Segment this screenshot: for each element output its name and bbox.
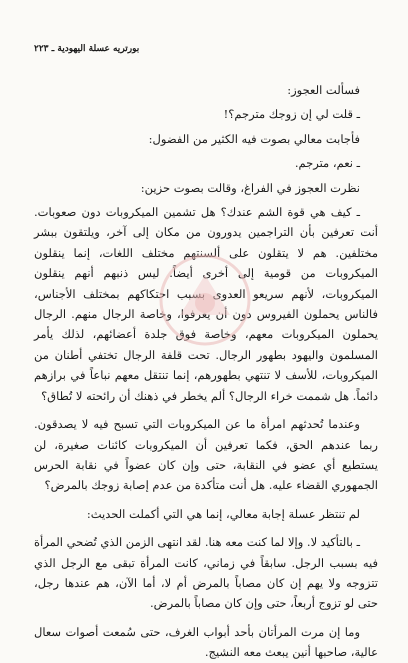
paragraph: ـ كيف هي قوة الشم عندك؟ هل تشمين الميكروبات دون صعوبات. أنت تعرفين بأن التراجمين يدورون من مكان إلى آخر، ويلتقون ببشر مختلفين. هم لا يتقلون على ألسنتهم مختلف اللغات، إنما ينقلون الميكروبات من قومية إلى أخرى أيضاً. ليس ذنبهم أنهم ينقلون الميكروبات، لأنهم سريعو العدوى بسبب احتكاكهم بمختلف الأجناس، فالناس يحملون الفيروس دون أن يعرفوا، وخاصة الرجال منهم. الرجال يحملون الميكروبات معهم، وخاصة فوق جلدة أعضائهم، لذلك يأمر المسلمون واليهود بطهور الرجال. تحت قلفة الرجال تختفي أطنان من الميكروبات، للأسف لا تنتهي بطهورهم، إنما تنتقل معهم نباعاً في برازهم دائماً. هل شممت خراء الرجال؟ ألم يخطر في ذهنك أن رائحته لا تُطاق؟ xyxy=(34,205,378,403)
paragraph: نظرت العجوز في الفراغ، وقالت بصوت حزين: xyxy=(140,180,360,195)
page-body xyxy=(34,80,378,663)
paragraph: وعندما تُحدثهم امرأة ما عن الميكروبات التي تسبح فيه لا يصدقون. ربما عندهم الحق، فكما تعرفين أن الميكروبات كائنات صغيرة، لن يستطيع أي عضو في النقابة، حتى وإن كان عضواً في نقابة الحرس الجمهوري القضاء عليه. هل أنت متأكدة من عدم إصابة زوجك بالمرض؟ xyxy=(34,417,378,493)
paragraph: فسألت العجوز: xyxy=(287,83,360,97)
running-header: بورتريه عسلة اليهودية ـ ٢٢٣ xyxy=(34,44,140,54)
paragraph: ـ قلت لي إن زوجك مترجم؟! xyxy=(223,107,360,122)
paragraph: ـ بالتأكيد لا. وإلا لما كنت معه هنا. لقد انتهى الزمن الذي تُضحي المرأة فيه بسبب الرجل. سابقاً في زماني، كانت المرأة تبقى مع الرجل الذي تتزوجه ولا يهم إن كان مصاباً بالمرض أم لا، أما الآن، هم عندها رجل، حتى لو تزوج أربعاً، حتى وإن كان مصاباً بالمرض. xyxy=(34,535,378,611)
paragraph: لم تنتظر عسلة إجابة معالي، إنما هي التي أكملت الحديث: xyxy=(86,506,360,521)
paragraph: وما إن مرت المرأتان بأحد أبواب الغرف، حتى سُمعت أصوات سعال عالية، صاحبها أنين يبعث معه النشيج. xyxy=(34,624,378,660)
paragraph: فأجابت معالي بصوت فيه الكثير من الفضول: xyxy=(148,131,360,146)
paragraph: ـ نعم، مترجم. xyxy=(294,156,360,171)
